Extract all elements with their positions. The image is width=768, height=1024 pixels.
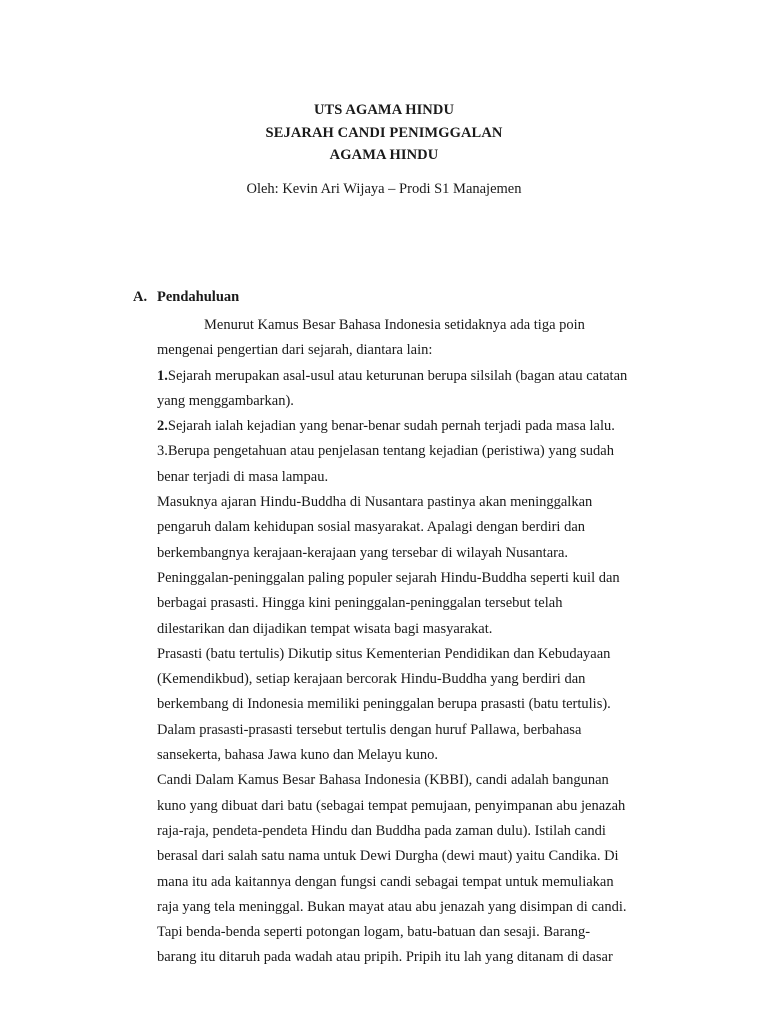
body-line: mana itu ada kaitannya dengan fungsi candi sebagai tempat untuk memuliakan <box>157 873 614 890</box>
body-line: berkembang di Indonesia memiliki peninggalan berupa prasasti (batu tertulis). <box>157 696 611 713</box>
body-line: sansekerta, bahasa Jawa kuno dan Melayu kuno. <box>157 747 439 764</box>
point-2-line <box>157 414 673 439</box>
body-line: Masuknya ajaran Hindu-Buddha di Nusantara pastinya akan meninggalkan <box>157 494 593 511</box>
body-line: pengaruh dalam kehidupan sosial masyarakat. Apalagi dengan berdiri dan <box>157 519 586 536</box>
body-paragraphs <box>157 490 673 971</box>
title-line-2: SEJARAH CANDI PENIMGGALAN <box>265 124 503 141</box>
intro-line-1: Menurut Kamus Besar Bahasa Indonesia setidaknya ada tiga poin <box>204 317 585 333</box>
body-line: Tapi benda-benda seperti potongan logam, batu-batuan dan sesaji. Barang- <box>157 924 591 941</box>
point-1-line-2: yang menggambarkan). <box>157 392 294 409</box>
body-line: Dalam prasasti-prasasti tersebut tertulis dengan huruf Pallawa, berbahasa <box>157 721 582 738</box>
point-2-number: 2. <box>157 418 168 435</box>
title-line-1: UTS AGAMA HINDU <box>313 102 455 118</box>
point-1-number: 1. <box>157 367 168 384</box>
body-line: raja-raja, pendeta-pendeta Hindu dan Buddha pada zaman dulu). Istilah candi <box>157 822 606 839</box>
point-1-text: Sejarah merupakan asal-usul atau keturunan berupa silsilah (bagan atau catatan <box>167 367 628 384</box>
section-heading <box>133 287 673 307</box>
body-line: barang itu ditaruh pada wadah atau pripih. Pripih itu lah yang ditanam di dasar <box>157 949 613 966</box>
body-line: berasal dari salah satu nama untuk Dewi Durgha (dewi maut) yaitu Candika. Di <box>157 848 619 865</box>
point-3-line-2: benar terjadi di masa lampau. <box>157 468 329 485</box>
body-line: (Kemendikbud), setiap kerajaan bercorak Hindu-Buddha yang berdiri dan <box>157 671 586 688</box>
body-line: dilestarikan dan dijadikan tempat wisata bagi masyarakat. <box>157 620 493 637</box>
body-line: Peninggalan-peninggalan paling populer sejarah Hindu-Buddha seperti kuil dan <box>157 569 620 586</box>
body-line: raja yang tela meninggal. Bukan mayat atau abu jenazah yang disimpan di candi. <box>157 898 627 915</box>
section-pendahuluan <box>133 287 673 971</box>
point-3-line-1: 3.Berupa pengetahuan atau penjelasan tentang kejadian (peristiwa) yang sudah <box>157 443 614 460</box>
section-heading-text: Pendahuluan <box>157 289 240 305</box>
title-line-3: AGAMA HINDU <box>329 147 439 163</box>
body-line: kuno yang dibuat dari batu (sebagai tempat pemujaan, penyimpanan abu jenazah <box>157 797 626 814</box>
section-body <box>157 313 673 971</box>
author-line: Oleh: Kevin Ari Wijaya – Prodi S1 Manajemen <box>246 181 522 197</box>
document-title <box>0 99 768 167</box>
section-letter: A. <box>133 289 148 305</box>
body-line: berbagai prasasti. Hingga kini peninggalan-peninggalan tersebut telah <box>157 595 563 612</box>
intro-line-2: mengenai pengertian dari sejarah, diantara lain: <box>157 342 433 359</box>
point-1-line-1 <box>157 364 673 389</box>
body-line: Candi Dalam Kamus Besar Bahasa Indonesia (KBBI), candi adalah bangunan <box>157 772 609 789</box>
point-2-text: Sejarah ialah kejadian yang benar-benar sudah pernah terjadi pada masa lalu. <box>167 418 615 435</box>
body-line: Prasasti (batu tertulis) Dikutip situs Kementerian Pendidikan dan Kebudayaan <box>157 645 611 662</box>
body-line: berkembangnya kerajaan-kerajaan yang tersebar di wilayah Nusantara. <box>157 544 569 561</box>
